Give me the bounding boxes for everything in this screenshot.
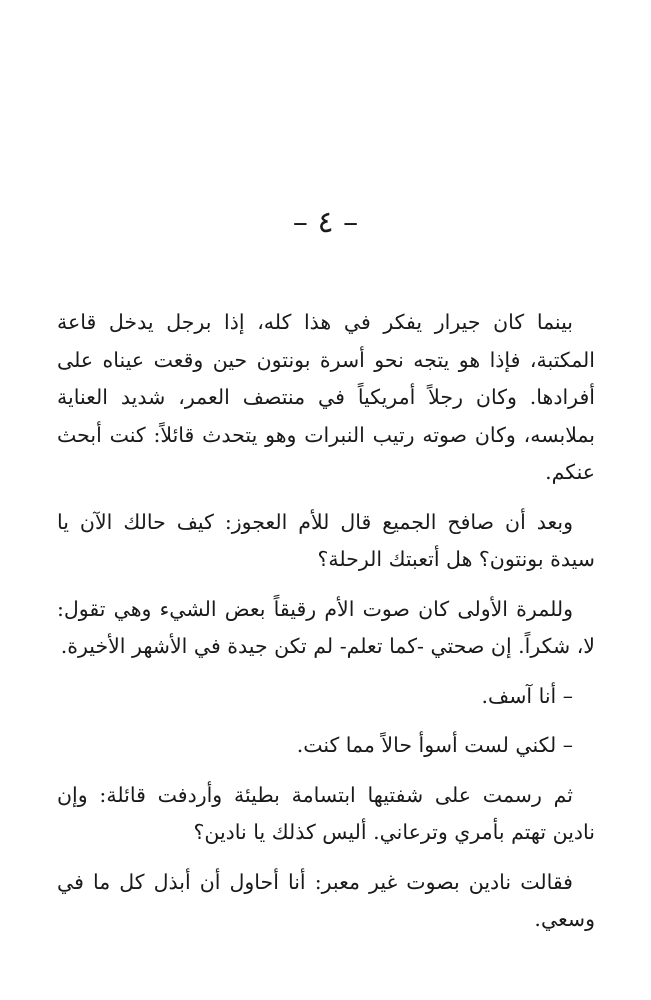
paragraph-4: – أنا آسف. bbox=[481, 683, 573, 708]
chapter-number: – ٤ – bbox=[292, 205, 359, 240]
paragraph-5: – لكني لست أسوأ حالاً مما كنت. bbox=[296, 733, 573, 757]
paragraph-7: فقالت نادين بصوت غير معبر: أنا أحاول أن أبذل كل ما في وسعي. bbox=[57, 869, 595, 931]
paragraph-3: وللمرة الأولى كان صوت الأم رقيقاً بعض الشيء وهي تقول: لا، شكراً. إن صحتي -كما تعلم- لم تكن جيدة في الأشهر الأخيرة. bbox=[57, 596, 595, 658]
paragraph-2: وبعد أن صافح الجميع قال للأم العجوز: كيف حالك الآن يا سيدة بونتون؟ هل أتعبتك الرحلة؟ bbox=[57, 509, 595, 571]
chapter-body bbox=[57, 304, 595, 939]
paragraph-6: ثم رسمت على شفتيها ابتسامة بطيئة وأردفت قائلة: وإن نادين تهتم بأمري وترعاني. أليس كذلك يا نادين؟ bbox=[57, 782, 595, 844]
paragraph-1: بينما كان جيرار يفكر في هذا كله، إذا برجل يدخل قاعة المكتبة، فإذا هو يتجه نحو أسرة بونتون حين وقعت عيناه على أفرادها. وكان رجلاً أمريكياً في منتصف العمر، شديد العناية بملابسه، وكان صوته رتيب النبرات وهو يتحدث قائلاً: كنت أبحث عنكم. bbox=[57, 310, 595, 484]
